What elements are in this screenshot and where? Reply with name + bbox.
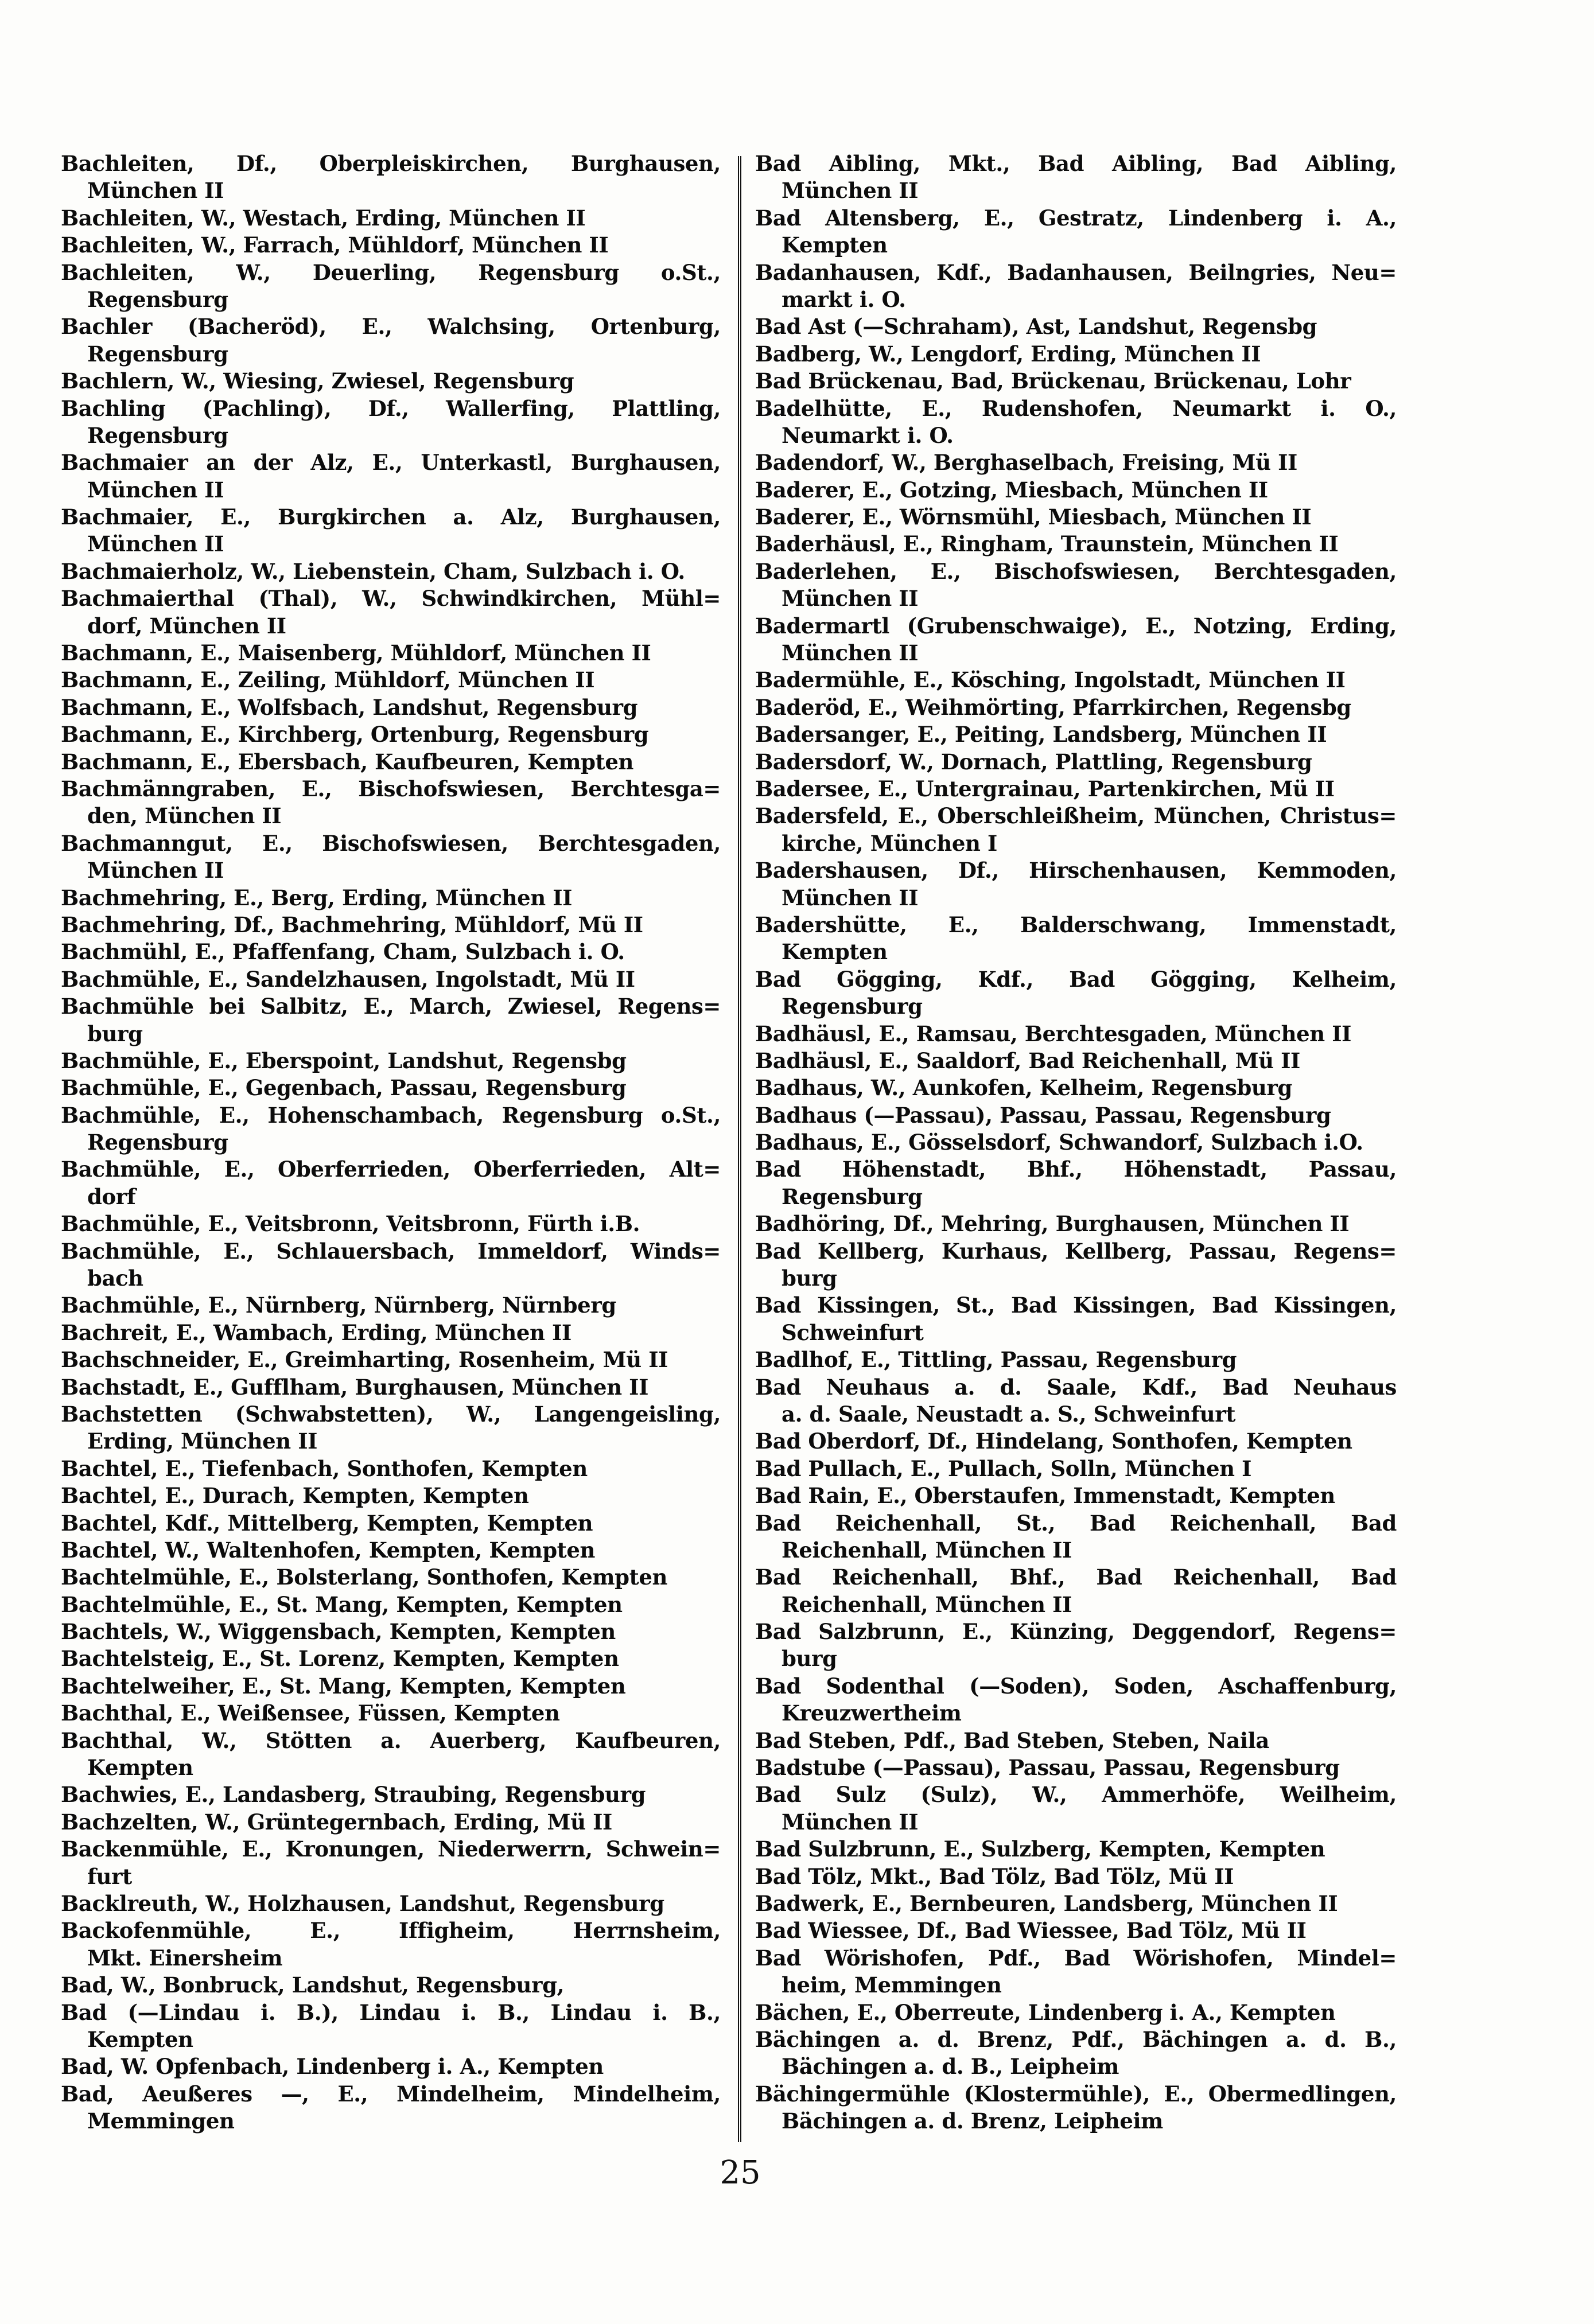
entry-line: Bachthal, E., Weißensee, Füssen, Kempten [61,1700,560,1726]
entry-line: Bad Sulzbrunn, E., Sulzberg, Kempten, Kempten [755,1836,1325,1862]
entry-line: Memmingen [87,2108,235,2134]
entry-line: Bachlern, W., Wiesing, Zwiesel, Regensburg [61,368,574,394]
entry-line: Bachmann, E., Kirchberg, Ortenburg, Regensburg [61,722,649,748]
entry-line: Bachmehring, E., Berg, Erding, München II [61,885,573,910]
entry-line: Backofenmühle, E., Iffigheim, Herrnsheim, [61,1918,721,1944]
left-column [61,150,721,2135]
entry-line: Bachmann, E., Zeiling, Mühldorf, München II [61,667,595,693]
right-column [755,150,1397,2135]
entry-line: Bad Altensberg, E., Gestratz, Lindenberg i. A., [755,205,1397,231]
entry-line: Bad, W. Opfenbach, Lindenberg i. A., Kempten [61,2054,604,2080]
entry-line: Regensburg [782,1184,923,1209]
entry-line: Badershausen, Df., Hirschenhausen, Kemmoden, [755,858,1397,883]
entry-line: Bächingen a. d. Brenz, Pdf., Bächingen a. d. B., [755,2026,1397,2052]
entry-line: a. d. Saale, Neustadt a. S., Schweinfurt [782,1401,1236,1427]
entry-line: Badhäusl, E., Saaldorf, Bad Reichenhall, Mü II [755,1048,1300,1073]
entry-line: Baderöd, E., Weihmörting, Pfarrkirchen, Regensbg [755,694,1351,720]
entry-line: Bächen, E., Oberreute, Lindenberg i. A., Kempten [755,1999,1336,2025]
entry-line: Bachmühle, E., Nürnberg, Nürnberg, Nürnberg [61,1293,616,1318]
entry-line: dorf, München II [87,613,286,639]
entry-line: Bachtelweiher, E., St. Mang, Kempten, Kempten [61,1673,626,1699]
entry-line: Bad Kellberg, Kurhaus, Kellberg, Passau, Regens= [755,1238,1397,1264]
entry-line: Backenmühle, E., Kronungen, Niederwerrn, Schwein= [61,1836,721,1862]
entry-line: Bachtel, W., Waltenhofen, Kempten, Kempten [61,1537,596,1563]
entry-line: Baderer, E., Wörnsmühl, Miesbach, München II [755,504,1312,530]
entry-line: Badelhütte, E., Rudenshofen, Neumarkt i. O., [755,395,1397,421]
entry-line: Regensburg [87,341,228,367]
entry-line: Badermühle, E., Kösching, Ingolstadt, München II [755,667,1346,693]
entry-line: Bachstadt, E., Gufflham, Burghausen, München II [61,1374,648,1400]
entry-line: Regensburg [782,994,923,1019]
entry-line: Bad Ast (—Schraham), Ast, Landshut, Regensbg [755,314,1317,340]
entry-line: München II [782,1809,919,1835]
entry-line: Reichenhall, München II [782,1591,1072,1617]
entry-line: Bad Reichenhall, St., Bad Reichenhall, Bad [755,1510,1397,1536]
entry-line: Badhäusl, E., Ramsau, Berchtesgaden, München II [755,1021,1352,1046]
entry-line: Badershütte, E., Balderschwang, Immenstadt, [755,912,1397,937]
entry-line: Badersdorf, W., Dornach, Plattling, Regensburg [755,749,1312,774]
entry-line: furt [87,1863,132,1889]
entry-line: München II [782,178,919,204]
entry-line: Bachtel, Kdf., Mittelberg, Kempten, Kempten [61,1510,593,1536]
entry-line: Bachmann, E., Ebersbach, Kaufbeuren, Kempten [61,749,633,774]
entry-line: Bachmühle, E., Sandelzhausen, Ingolstadt, Mü II [61,966,635,992]
entry-line: Bachmehring, Df., Bachmehring, Mühldorf, Mü II [61,912,643,937]
entry-line: München II [782,885,919,910]
entry-line: Bad Reichenhall, Bhf., Bad Reichenhall, Bad [755,1564,1397,1590]
entry-line: Bachmühle, E., Oberferrieden, Oberferrieden, Alt= [61,1157,721,1182]
entry-line: Bad Gögging, Kdf., Bad Gögging, Kelheim, [755,966,1397,992]
entry-line: Neumarkt i. O. [782,422,954,448]
entry-line: München II [782,586,919,612]
entry-line: Bachwies, E., Landasberg, Straubing, Regensburg [61,1782,646,1808]
entry-line: Bachschneider, E., Greimharting, Rosenheim, Mü II [61,1347,668,1373]
entry-line: Badhaus (—Passau), Passau, Passau, Regensburg [755,1102,1331,1128]
entry-line: Bachmann, E., Wolfsbach, Landshut, Regensburg [61,694,638,720]
entry-line: Bad Oberdorf, Df., Hindelang, Sonthofen, Kempten [755,1428,1352,1454]
entry-line: Badstube (—Passau), Passau, Passau, Regensburg [755,1755,1340,1781]
entry-line: Bächingen a. d. Brenz, Leipheim [782,2108,1163,2134]
entry-line: Bachtelmühle, E., St. Mang, Kempten, Kempten [61,1591,623,1617]
entry-line: München II [87,477,224,503]
entry-line: Bachleiten, W., Deuerling, Regensburg o.St., [61,259,721,285]
entry-line: Bachtelsteig, E., St. Lorenz, Kempten, Kempten [61,1646,619,1672]
entry-line: Bächingermühle (Klostermühle), E., Obermedlingen, [755,2081,1397,2107]
entry-line: Bachtel, E., Tiefenbach, Sonthofen, Kempten [61,1455,588,1481]
entry-line: heim, Memmingen [782,1972,1002,1998]
entry-line: Regensburg [87,286,228,312]
entry-line: Regensburg [87,422,228,448]
entry-line: Bachling (Pachling), Df., Wallerfing, Plattling, [61,395,721,421]
entry-line: Schweinfurt [782,1319,924,1345]
entry-line: Baderer, E., Gotzing, Miesbach, München II [755,477,1268,503]
entry-line: dorf [87,1184,136,1209]
entry-line: Kreuzwertheim [782,1700,962,1726]
entry-line: Bachmühle, E., Schlauersbach, Immeldorf, Winds= [61,1238,721,1264]
entry-line: bach [87,1266,143,1291]
entry-line: Bachmühle, E., Veitsbronn, Veitsbronn, Fürth i.B. [61,1211,640,1237]
entry-line: Bad Kissingen, St., Bad Kissingen, Bad Kissingen, [755,1293,1397,1318]
entry-line: Badhaus, E., Gösselsdorf, Schwandorf, Sulzbach i.O. [755,1130,1363,1155]
entry-line: Bad Wiessee, Df., Bad Wiessee, Bad Tölz, Mü II [755,1918,1307,1944]
entry-line: Bachleiten, W., Farrach, Mühldorf, München II [61,232,609,258]
entry-line: Bad, Aeußeres —, E., Mindelheim, Mindelheim, [61,2081,721,2107]
entry-line: Bachmaier an der Alz, E., Unterkastl, Burghausen, [61,450,721,476]
entry-line: Backlreuth, W., Holzhausen, Landshut, Regensburg [61,1891,664,1916]
entry-line: burg [782,1266,837,1291]
entry-line: Badersfeld, E., Oberschleißheim, München, Christus= [755,803,1397,829]
entry-line: Bachleiten, Df., Oberpleiskirchen, Burghausen, [61,151,721,176]
entry-line: Regensburg [87,1130,228,1155]
entry-line: Badhaus, W., Aunkofen, Kelheim, Regensburg [755,1075,1292,1101]
entry-line: markt i. O. [782,286,906,312]
entry-line: den, München II [87,803,282,829]
column-divider [738,156,741,2142]
page-number: 25 [720,2154,761,2191]
entry-line: München II [87,178,224,204]
entry-line: Badlhof, E., Tittling, Passau, Regensburg [755,1347,1237,1373]
entry-line: Bachtel, E., Durach, Kempten, Kempten [61,1483,529,1509]
entry-line: Bachler (Bacheröd), E., Walchsing, Ortenburg, [61,314,721,340]
entry-line: Reichenhall, München II [782,1537,1072,1563]
entry-line: Bachreit, E., Wambach, Erding, München II [61,1319,571,1345]
entry-line: Baderhäusl, E., Ringham, Traunstein, München II [755,531,1339,557]
entry-line: Bad Höhenstadt, Bhf., Höhenstadt, Passau, [755,1157,1397,1182]
entry-line: Kempten [782,232,888,258]
entry-line: Badwerk, E., Bernbeuren, Landsberg, München II [755,1891,1338,1916]
entry-line: Bachmühle bei Salbitz, E., March, Zwiesel, Regens= [61,994,721,1019]
entry-line: Bad Sulz (Sulz), W., Ammerhöfe, Weilheim, [755,1782,1397,1808]
entry-line: München II [87,531,224,557]
entry-line: Bad Wörishofen, Pdf., Bad Wörishofen, Mindel= [755,1945,1397,1971]
entry-line: Badersee, E., Untergrainau, Partenkirchen, Mü II [755,776,1335,801]
entry-line: Badendorf, W., Berghaselbach, Freising, Mü II [755,450,1297,476]
entry-line: Bachmühle, E., Eberspoint, Landshut, Regensbg [61,1048,627,1073]
entry-line: Kempten [87,1755,193,1781]
entry-line: Bad Tölz, Mkt., Bad Tölz, Bad Tölz, Mü II [755,1863,1234,1889]
entry-line: Bad, W., Bonbruck, Landshut, Regensburg, [61,1972,565,1998]
entry-line: Bachmaierthal (Thal), W., Schwindkirchen, Mühl= [61,586,721,612]
entry-line: Bachmühle, E., Gegenbach, Passau, Regensburg [61,1075,627,1101]
entry-line: Bad Rain, E., Oberstaufen, Immenstadt, Kempten [755,1483,1335,1509]
entry-line: Kempten [782,939,888,965]
entry-line: Badhöring, Df., Mehring, Burghausen, München II [755,1211,1350,1237]
entry-line: Bad Pullach, E., Pullach, Solln, München I [755,1455,1252,1481]
entry-line: Bad Aibling, Mkt., Bad Aibling, Bad Aibling, [755,151,1397,176]
entry-line: Bachtelmühle, E., Bolsterlang, Sonthofen, Kempten [61,1564,667,1590]
entry-line: Badermartl (Grubenschwaige), E., Notzing, Erding, [755,613,1397,639]
entry-line: Bad (—Lindau i. B.), Lindau i. B., Lindau i. B., [61,1999,721,2025]
entry-line: München II [782,640,919,666]
entry-line: kirche, München I [782,830,997,856]
entry-line: Bachzelten, W., Grüntegernbach, Erding, Mü II [61,1809,612,1835]
entry-line: Bachleiten, W., Westach, Erding, München II [61,205,586,231]
entry-line: burg [782,1646,837,1672]
entry-line: Bad Salzbrunn, E., Künzing, Deggendorf, Regens= [755,1619,1397,1645]
entry-line: Bachmaierholz, W., Liebenstein, Cham, Sulzbach i. O. [61,558,685,584]
entry-line: Bachmänngraben, E., Bischofswiesen, Berchtesga= [61,776,721,801]
entry-line: Mkt. Einersheim [87,1945,283,1971]
entry-line: Bachmühle, E., Hohenschambach, Regensburg o.St., [61,1102,721,1128]
entry-line: Bad Brückenau, Bad, Brückenau, Brückenau, Lohr [755,368,1351,394]
entry-line: Badanhausen, Kdf., Badanhausen, Beilngries, Neu= [755,259,1397,285]
entry-line: Bad Neuhaus a. d. Saale, Kdf., Bad Neuhaus [755,1374,1397,1400]
entry-line: Bachstetten (Schwabstetten), W., Langengeisling, [61,1401,721,1427]
entry-line: Bachmühl, E., Pfaffenfang, Cham, Sulzbach i. O. [61,939,625,965]
entry-line: Bächingen a. d. B., Leipheim [782,2054,1119,2080]
entry-line: Bad Steben, Pdf., Bad Steben, Steben, Naila [755,1727,1269,1753]
entry-line: Erding, München II [87,1428,318,1454]
entry-line: burg [87,1021,143,1046]
entry-line: Kempten [87,2026,193,2052]
entry-line: Bachmann, E., Maisenberg, Mühldorf, München II [61,640,651,666]
entry-line: München II [87,858,224,883]
entry-line: Bachmanngut, E., Bischofswiesen, Berchtesgaden, [61,830,721,856]
entry-line: Bad Sodenthal (—Soden), Soden, Aschaffenburg, [755,1673,1397,1699]
entry-line: Bachthal, W., Stötten a. Auerberg, Kaufbeuren, [61,1727,721,1753]
entry-line: Bachtels, W., Wiggensbach, Kempten, Kempten [61,1619,616,1645]
entry-line: Badersanger, E., Peiting, Landsberg, München II [755,722,1327,748]
entry-line: Badberg, W., Lengdorf, Erding, München II [755,341,1261,367]
entry-line: Bachmaier, E., Burgkirchen a. Alz, Burghausen, [61,504,721,530]
entry-line: Baderlehen, E., Bischofswiesen, Berchtesgaden, [755,558,1397,584]
